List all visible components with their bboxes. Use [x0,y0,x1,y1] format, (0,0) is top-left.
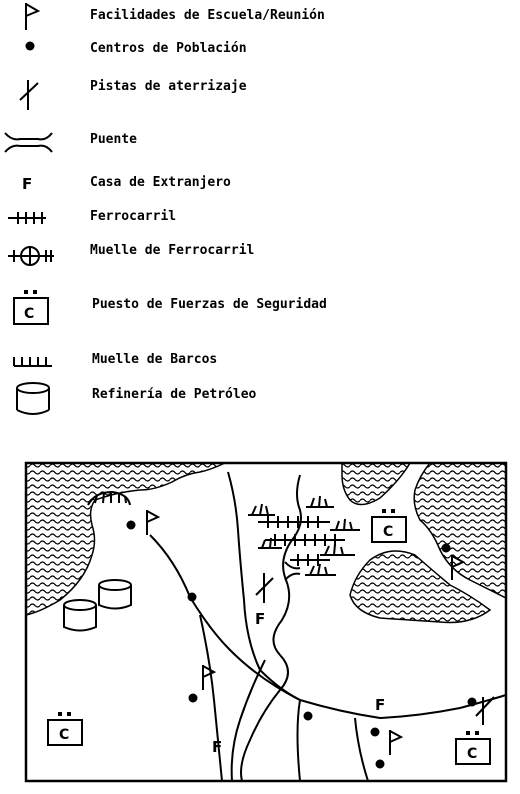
map-foreign-house-1: F [255,610,266,628]
map-security-post-3 [456,731,490,764]
letter-f-icon: F [22,175,33,193]
legend-item-bridge [5,132,137,152]
legend-label: Ferrocarril [90,209,177,224]
dot-icon [26,42,35,51]
legend-item-rail-dock [8,243,254,265]
railroad-icon [8,212,46,224]
water-north [342,463,410,505]
map-population-centers [127,521,477,769]
legend [5,3,327,414]
rail-dock-icon [8,247,54,265]
map-security-post-2 [48,712,82,745]
legend-item-population [26,41,247,56]
bridge-icon [5,133,52,152]
legend-item-security-post [14,290,327,324]
sample-map [26,463,506,781]
boat-dock-icon [14,357,52,366]
security-post-letter: C [467,746,478,762]
legend-item-oil-refinery [17,383,257,414]
legend-label: Facilidades de Escuela/Reunión [90,8,325,23]
legend-item-foreign-house [22,175,231,193]
flag-icon [26,3,38,30]
river-east [298,700,301,781]
road-southwest [200,615,222,781]
legend-label: Refinería de Petróleo [92,387,257,402]
legend-label: Casa de Extranjero [90,175,231,190]
river-main [241,475,301,781]
road-southeast [355,718,368,781]
legend-label: Muelle de Ferrocarril [90,243,255,258]
legend-item-school [26,3,325,30]
security-post-icon [14,290,48,324]
legend-label: Puesto de Fuerzas de Seguridad [92,297,327,312]
water-west [26,463,225,615]
legend-label: Centros de Población [90,41,247,56]
legend-item-airstrip [20,79,247,110]
oil-tank-icon [17,383,49,414]
map-foreign-house-2: F [375,696,386,714]
security-post-letter: C [24,306,35,322]
security-post-letter: C [59,727,70,743]
security-post-letter: C [383,524,394,540]
legend-label: Puente [90,132,137,147]
map-foreign-house-3: F [212,738,223,756]
legend-label: Muelle de Barcos [92,352,218,367]
legend-label: Pistas de aterrizaje [90,79,247,94]
legend-item-boat-dock [14,352,217,367]
legend-item-railroad [8,209,176,224]
map-security-post-1 [372,509,406,542]
airstrip-icon [20,80,38,110]
